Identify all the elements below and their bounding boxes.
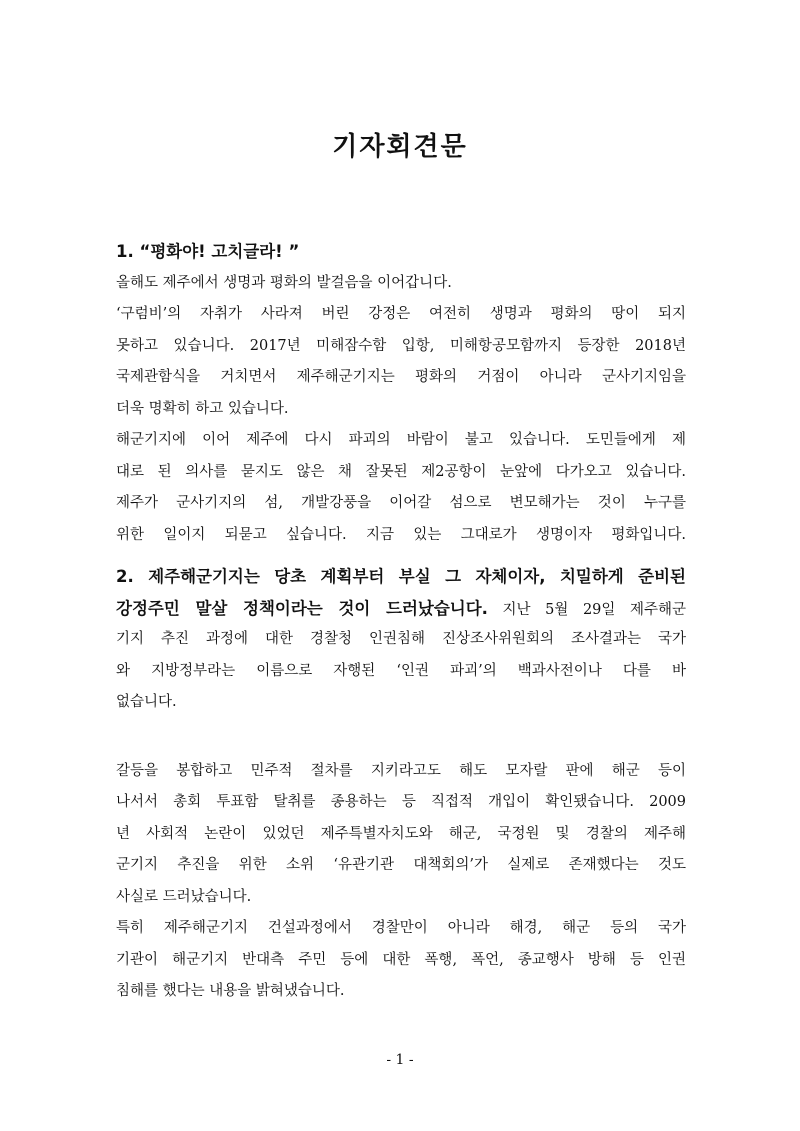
section-3-line: 군기지 추진을 위한 소위 ‘유관기관 대책회의’가 실제로 존재했다는 것도 — [116, 857, 686, 873]
section-3-line: 사실로 드러났습니다. — [116, 888, 252, 905]
section-1-line: 못하고 있습니다. 2017년 미해잠수함 입항, 미해항공모함까지 등장한 2018년 — [116, 337, 686, 354]
document-title: 기자회견문 — [332, 132, 468, 162]
section-1-line: 위한 일이지 되묻고 싶습니다. 지금 있는 그대로가 생명이자 평화입니다. — [116, 526, 686, 543]
section-2-line: 없습니다. — [116, 694, 177, 710]
section-2-line: 기지 추진 과정에 대한 경찰청 인권침해 진상조사위원회의 조사결과는 국가 — [116, 631, 686, 647]
section-2-line-text: 지난 5월 29일 제주해군 — [487, 601, 687, 618]
section-3-line: 갈등을 봉합하고 민주적 절차를 지키라고도 해도 모자랄 판에 해군 등이 — [116, 762, 686, 779]
section-3-line: 침해를 했다는 내용을 밝혀냈습니다. — [116, 983, 345, 999]
section-1-line: 더욱 명확히 하고 있습니다. — [116, 400, 289, 417]
section-2-line: 와 지방정부라는 이름으로 자행된 ‘인권 파괴’의 백과사전이나 다를 바 — [116, 662, 686, 679]
section-1-line: ‘구럼비’의 자취가 사라져 버린 강정은 여전히 생명과 평화의 땅이 되지 — [116, 306, 686, 322]
document-body — [116, 236, 686, 1008]
section-2-body — [116, 561, 686, 719]
section-1-heading: 1. “평화야! 고치글라! ” — [116, 242, 300, 261]
page-number: - 1 - — [386, 1052, 414, 1068]
section-1-body — [116, 268, 686, 552]
section-3-body — [116, 756, 686, 1008]
section-3-line: 기관이 해군기지 반대측 주민 등에 대한 폭행, 폭언, 종교행사 방해 등 인권 — [116, 951, 686, 968]
section-3-line: 나서서 총회 투표함 탈취를 종용하는 등 직접적 개입이 확인됐습니다. 2009 — [116, 794, 686, 810]
section-3-line: 특히 제주해군기지 건설과정에서 경찰만이 아니라 해경, 해군 등의 국가 — [116, 920, 686, 936]
section-1-line: 대로 된 의사를 묻지도 않은 채 잘못된 제2공항이 눈앞에 다가오고 있습니다. — [116, 463, 686, 480]
section-2-heading: 2. 제주해군기지는 당초 계획부터 부실 그 자체이자, 치밀하게 준비된 — [116, 567, 686, 586]
section-1-line: 국제관함식을 거치면서 제주해군기지는 평화의 거점이 아니라 군사기지임을 — [116, 369, 686, 385]
section-1-line: 제주가 군사기지의 섬, 개발강풍을 이어갈 섬으로 변모해가는 것이 누구를 — [116, 495, 686, 511]
section-1-line: 해군기지에 이어 제주에 다시 파괴의 바람이 불고 있습니다. 도민들에게 제 — [116, 432, 686, 448]
section-3-line: 년 사회적 논란이 있었던 제주특별자치도와 해군, 국정원 및 경찰의 제주해 — [116, 825, 686, 842]
section-2-heading-continued: 강정주민 말살 정책이라는 것이 드러났습니다. — [116, 598, 488, 618]
section-1-line: 올해도 제주에서 생명과 평화의 발걸음을 이어갑니다. — [116, 274, 452, 291]
section-2-line — [116, 593, 686, 625]
